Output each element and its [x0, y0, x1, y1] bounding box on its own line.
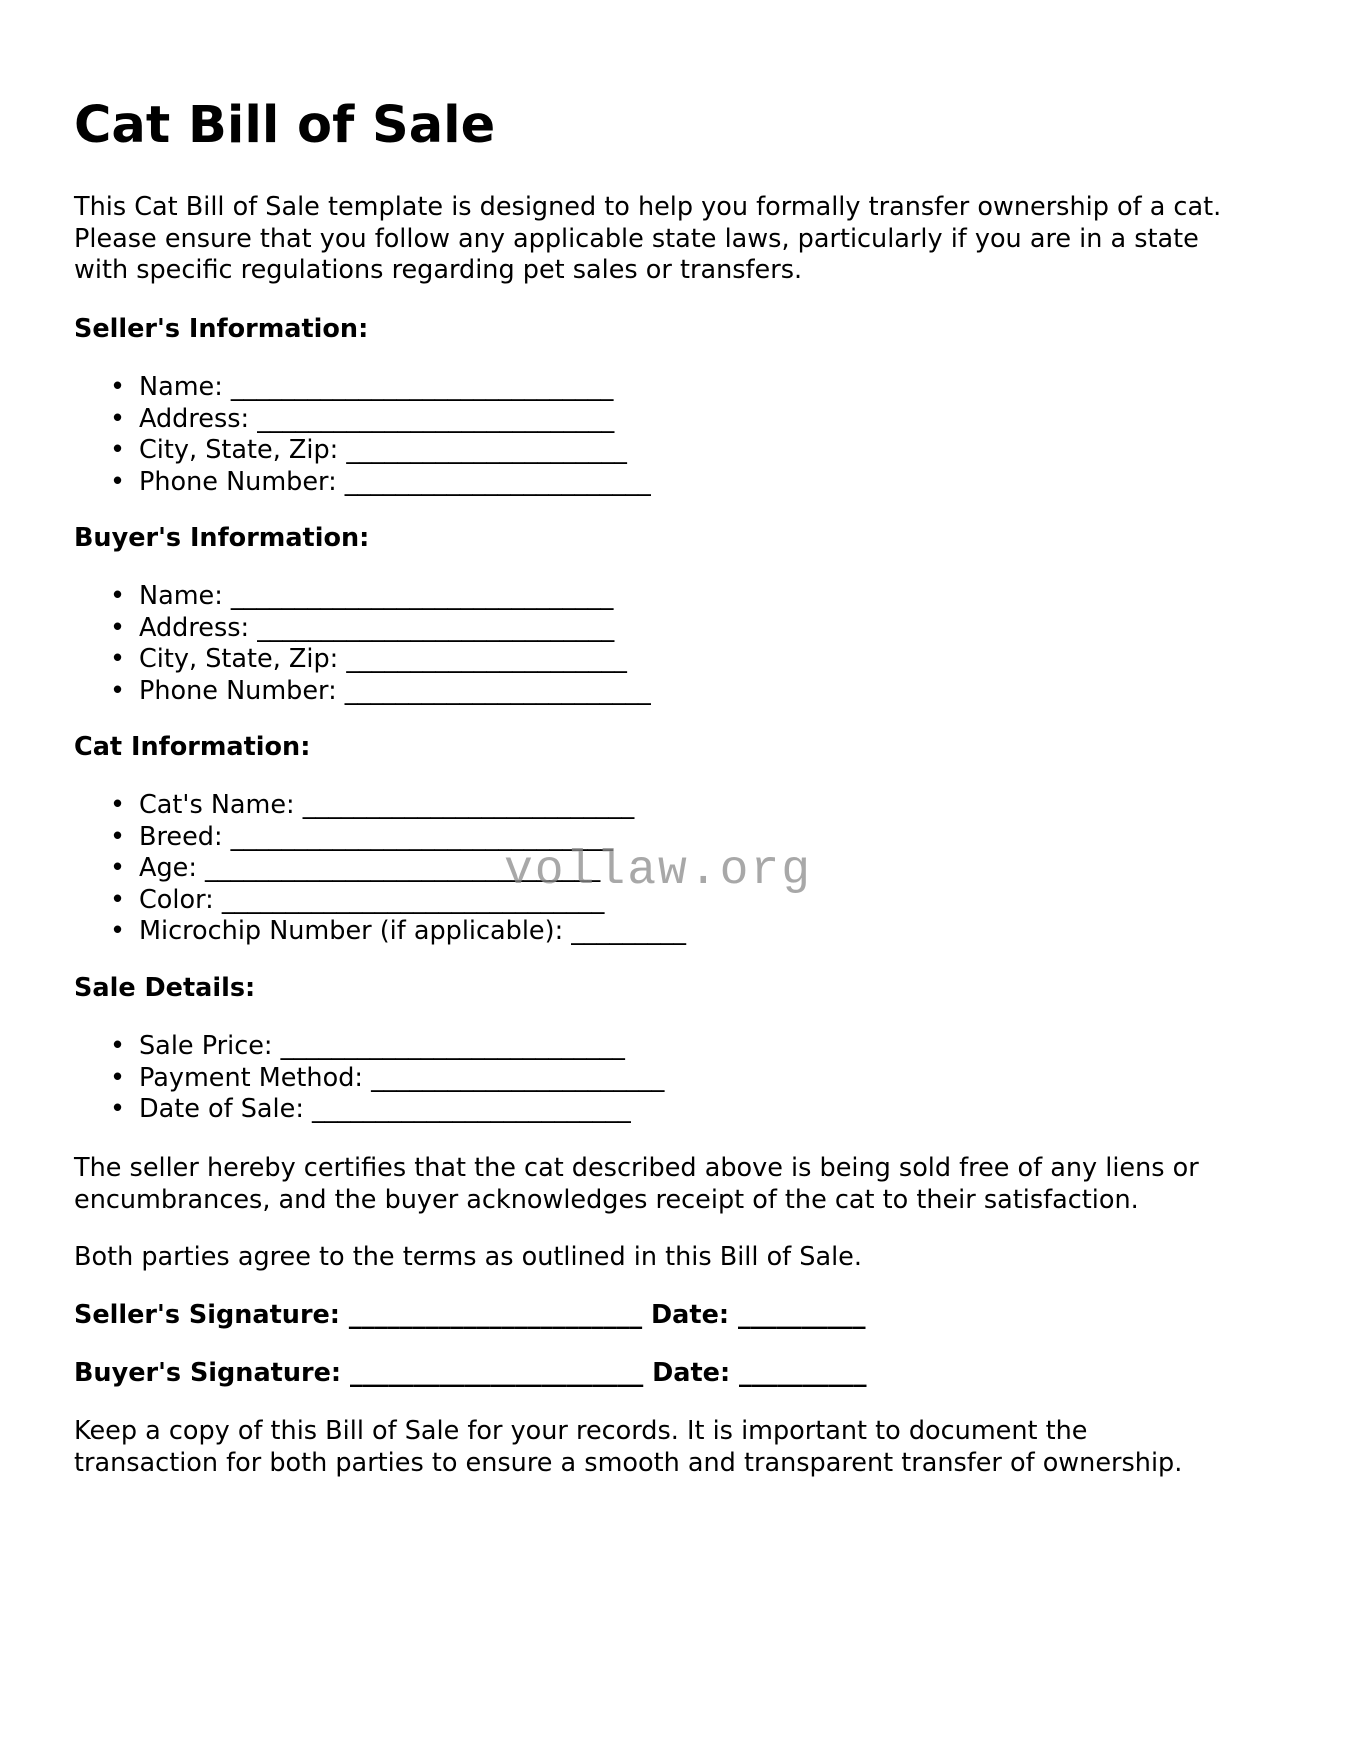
list-item: [74, 435, 651, 467]
bullet: •: [110, 821, 126, 852]
bullet: •: [110, 644, 126, 674]
watermark: vollaw.org: [504, 844, 813, 898]
list-item: [74, 1063, 664, 1095]
bullet: •: [110, 1094, 126, 1124]
bullet: •: [110, 435, 126, 465]
sale-price-field: Sale Price: ___________________________: [139, 1031, 625, 1061]
page-title: Cat Bill of Sale: [74, 96, 496, 155]
seller-field-list: [74, 372, 651, 498]
seller-signature-line: Seller's Signature: _______________________ Date: __________: [74, 1300, 866, 1330]
cat-age-field: Age: _______________________________: [139, 853, 601, 883]
seller-address-field: Address: ____________________________: [139, 403, 615, 434]
bullet: •: [110, 675, 126, 706]
list-item: [74, 1094, 664, 1126]
seller-name-field: Name: ______________________________: [139, 372, 614, 402]
sale-field-list: [74, 1031, 664, 1126]
bullet: •: [110, 466, 126, 497]
list-item: [74, 790, 686, 822]
bullet: •: [110, 372, 126, 402]
cat-breed-field: Breed: ______________________________: [139, 821, 614, 852]
buyer-city-state-zip-field: City, State, Zip: ______________________: [139, 644, 627, 674]
agreement-text: Both parties agree to the terms as outlined in this Bill of Sale.: [74, 1242, 862, 1272]
bullet: •: [110, 916, 126, 946]
list-item: [74, 372, 651, 404]
list-item: [74, 467, 651, 499]
certification-line-1: The seller hereby certifies that the cat described above is being sold free of any liens or: [74, 1153, 1199, 1183]
bullet: •: [110, 581, 126, 611]
sale-heading: Sale Details:: [74, 973, 256, 1003]
cat-color-field: Color: ______________________________: [139, 884, 605, 915]
bullet: •: [110, 612, 126, 643]
intro-line-3: with specific regulations regarding pet sales or transfers.: [74, 255, 803, 285]
closing-line-1: Keep a copy of this Bill of Sale for your records. It is important to document the: [74, 1416, 1088, 1446]
closing-line-2: transaction for both parties to ensure a smooth and transparent transfer of ownership.: [74, 1447, 1183, 1478]
buyer-name-field: Name: ______________________________: [139, 581, 614, 611]
bullet: •: [110, 884, 126, 915]
bullet: •: [110, 853, 126, 883]
date-of-sale-field: Date of Sale: _________________________: [139, 1094, 631, 1124]
intro-line-2: Please ensure that you follow any applicable state laws, particularly if you are in a state: [74, 223, 1199, 254]
bullet: •: [110, 403, 126, 434]
list-item: [74, 676, 651, 708]
cat-heading: Cat Information:: [74, 732, 311, 762]
list-item: [74, 581, 651, 613]
buyer-phone-field: Phone Number: ________________________: [139, 675, 651, 706]
bullet: •: [110, 790, 126, 820]
payment-method-field: Payment Method: _______________________: [139, 1062, 665, 1093]
bullet: •: [110, 1062, 126, 1093]
cat-microchip-field: Microchip Number (if applicable): _________: [139, 916, 687, 946]
buyer-address-field: Address: ____________________________: [139, 612, 615, 643]
list-item: [74, 1031, 664, 1063]
seller-heading: Seller's Information:: [74, 314, 369, 344]
cat-name-field: Cat's Name: __________________________: [139, 790, 635, 820]
intro-line-1: This Cat Bill of Sale template is designed to help you formally transfer ownership of a cat.: [74, 192, 1222, 222]
seller-city-state-zip-field: City, State, Zip: ______________________: [139, 435, 627, 465]
list-item: [74, 916, 686, 948]
bullet: •: [110, 1031, 126, 1061]
buyer-heading: Buyer's Information:: [74, 523, 370, 553]
buyer-field-list: [74, 581, 651, 707]
certification-line-2: encumbrances, and the buyer acknowledges receipt of the cat to their satisfaction.: [74, 1184, 1139, 1215]
list-item: [74, 644, 651, 676]
list-item: [74, 404, 651, 436]
seller-phone-field: Phone Number: ________________________: [139, 466, 651, 497]
buyer-signature-line: Buyer's Signature: _______________________ Date: __________: [74, 1358, 867, 1388]
list-item: [74, 613, 651, 645]
